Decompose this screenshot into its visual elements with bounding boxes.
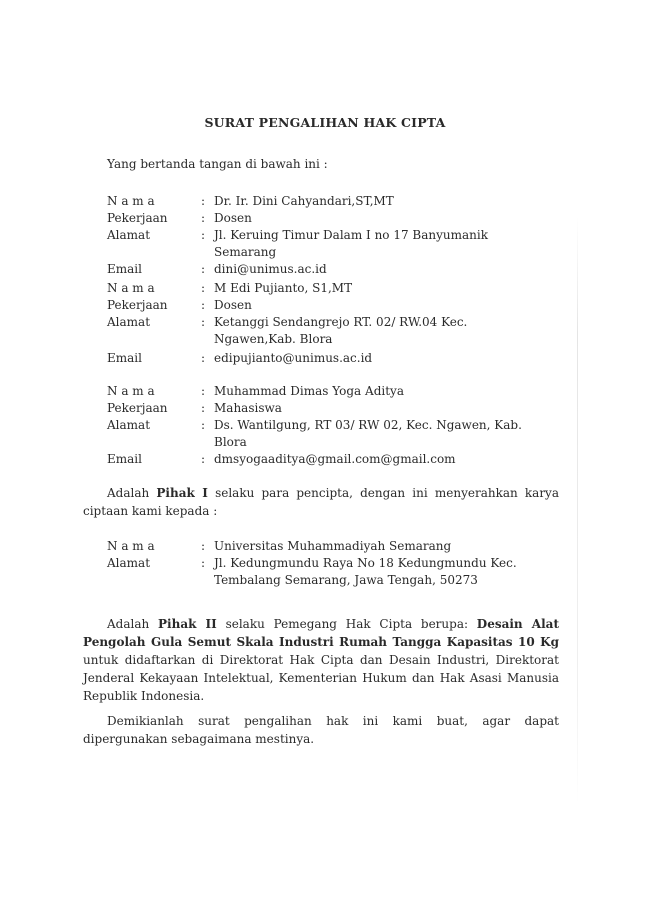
person-2-alamat: Ketanggi Sendangrejo RT. 02/ RW.04 Kec. Ngawen,Kab. Blora (214, 315, 468, 346)
person-2-email-row (107, 350, 544, 367)
colon: : (201, 384, 206, 398)
pihak-1-paragraph (83, 484, 559, 520)
colon: : (201, 401, 206, 415)
colon: : (201, 418, 206, 432)
nama-label: N a m a (107, 281, 155, 295)
closing-text: Demikianlah surat pengalihan hak ini kami buat, agar dapat dipergunakan sebagaimana mestinya. (83, 714, 559, 746)
person-block-2 (107, 280, 544, 367)
colon: : (201, 298, 206, 312)
person-2-email: edipujianto@unimus.ac.id (214, 351, 373, 365)
pihak-2-bold: Pihak II (158, 617, 217, 631)
colon: : (201, 351, 206, 365)
colon: : (201, 262, 206, 276)
pihak-1-bold: Pihak I (156, 486, 208, 500)
person-2-nama: M Edi Pujianto, S1,MT (214, 281, 353, 295)
colon: : (201, 228, 206, 242)
colon: : (201, 281, 206, 295)
person-1-nama: Dr. Ir. Dini Cahyandari,ST,MT (214, 194, 394, 208)
pekerjaan-label: Pekerjaan (107, 211, 168, 225)
pihak-2-mid: selaku Pemegang Hak Cipta berupa: (216, 617, 477, 631)
colon: : (201, 194, 206, 208)
colon: : (201, 539, 206, 553)
person-1-email: dini@unimus.ac.id (214, 262, 327, 276)
recipient-nama-row (107, 538, 559, 555)
person-1-pekerjaan-row (107, 210, 544, 227)
person-1-pekerjaan: Dosen (214, 211, 252, 225)
person-3-email-row (107, 451, 544, 468)
person-1-alamat-row (107, 227, 544, 261)
alamat-label: Alamat (107, 418, 151, 432)
document-title: SURAT PENGALIHAN HAK CIPTA (204, 115, 446, 130)
pihak-2-pre: Adalah (107, 617, 159, 631)
person-3-nama-row (107, 383, 544, 400)
pekerjaan-label: Pekerjaan (107, 298, 168, 312)
work-title: Desain Alat Pengolah Gula Semut Skala Industri Rumah Tangga Kapasitas 10 Kg (83, 617, 559, 649)
person-3-pekerjaan-row (107, 400, 544, 417)
pihak-1-post: selaku para pencipta, dengan ini menyerahkan karya ciptaan kami kepada : (83, 486, 559, 518)
colon: : (201, 211, 206, 225)
recipient-nama: Universitas Muhammadiyah Semarang (214, 539, 452, 553)
pekerjaan-label: Pekerjaan (107, 401, 168, 415)
person-2-alamat-row (107, 314, 544, 348)
scan-edge-line (577, 215, 578, 805)
person-block-1 (107, 193, 544, 278)
recipient-alamat-row (107, 555, 559, 589)
person-2-pekerjaan-row (107, 297, 544, 314)
intro-text: Yang bertanda tangan di bawah ini : (107, 157, 328, 171)
nama-label: N a m a (107, 384, 155, 398)
person-3-pekerjaan: Mahasiswa (214, 401, 282, 415)
person-2-nama-row (107, 280, 544, 297)
person-3-email: dmsyogaaditya@gmail.com@gmail.com (214, 452, 456, 466)
nama-label: N a m a (107, 539, 155, 553)
alamat-label: Alamat (107, 315, 151, 329)
alamat-label: Alamat (107, 556, 151, 570)
recipient-block (107, 538, 559, 589)
recipient-alamat: Jl. Kedungmundu Raya No 18 Kedungmundu Kec. Tembalang Semarang, Jawa Tengah, 50273 (214, 556, 517, 587)
person-1-nama-row (107, 193, 544, 210)
pihak-1-pre: Adalah (107, 486, 157, 500)
email-label: Email (107, 351, 142, 365)
colon: : (201, 556, 206, 570)
person-1-alamat: Jl. Keruing Timur Dalam I no 17 Banyumanik Semarang (214, 228, 488, 259)
person-2-pekerjaan: Dosen (214, 298, 252, 312)
person-3-alamat-row (107, 417, 544, 451)
alamat-label: Alamat (107, 228, 151, 242)
colon: : (201, 315, 206, 329)
colon: : (201, 452, 206, 466)
pihak-2-post: untuk didaftarkan di Direktorat Hak Cipta dan Desain Industri, Direktorat Jenderal Kekayaan Intelektual, Kementerian Hukum dan Hak Asasi Manusia Republik Indonesia. (83, 653, 559, 703)
nama-label: N a m a (107, 194, 155, 208)
email-label: Email (107, 452, 142, 466)
closing-paragraph (83, 712, 559, 748)
person-1-email-row (107, 261, 544, 278)
person-block-3 (107, 383, 544, 468)
person-3-nama: Muhammad Dimas Yoga Aditya (214, 384, 404, 398)
person-3-alamat: Ds. Wantilgung, RT 03/ RW 02, Kec. Ngawen, Kab. Blora (214, 418, 522, 449)
pihak-2-paragraph (83, 615, 559, 705)
email-label: Email (107, 262, 142, 276)
